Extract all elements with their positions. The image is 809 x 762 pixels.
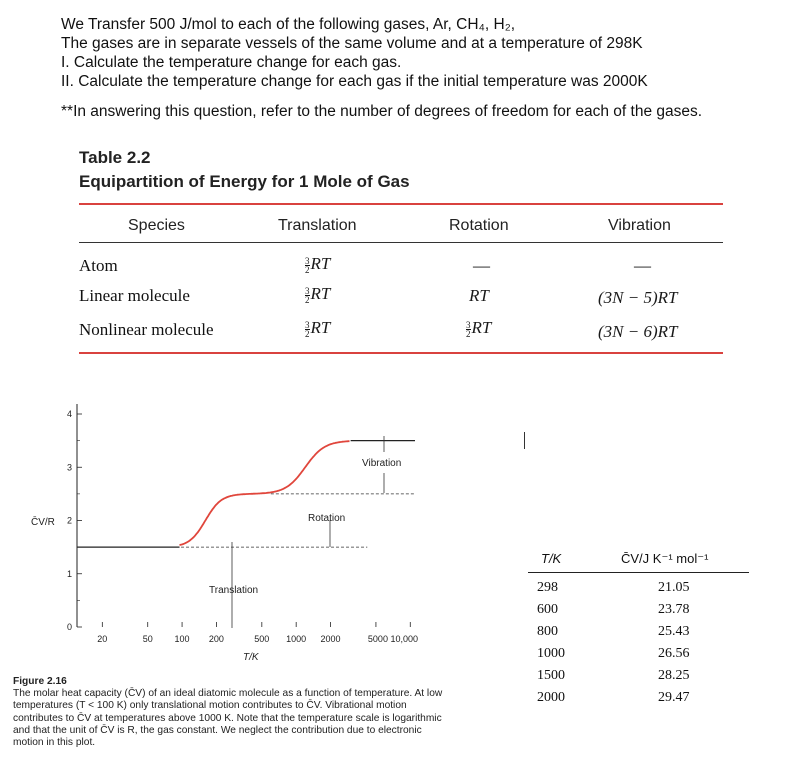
table-title: Equipartition of Energy for 1 Mole of Gas <box>79 172 410 191</box>
problem-line-4: II. Calculate the temperature change for each gas if the initial temperature was 2000K <box>61 73 648 90</box>
x-axis-ticks <box>97 622 418 644</box>
data-table-heat-capacity-cell: 29.47 <box>658 690 690 705</box>
data-table-heat-capacity-cell: 26.56 <box>658 646 690 661</box>
y-tick-label: 3 <box>67 462 73 473</box>
x-tick-label: 5000 10,000 <box>367 634 418 644</box>
data-table-temperature-cell: 1500 <box>537 668 565 683</box>
table-header-vibration: Vibration <box>608 217 671 234</box>
table-row-linear-species: Linear molecule <box>79 286 190 305</box>
data-table-temperature-cell: 2000 <box>537 690 565 705</box>
data-table-temperature-cell: 1000 <box>537 646 565 661</box>
data-table-temperature-cell: 298 <box>537 580 558 595</box>
problem-note: **In answering this question, refer to the number of degrees of freedom for each of the gases. <box>61 103 703 120</box>
y-axis-label: C̄V/R <box>31 517 55 528</box>
x-tick-label: 50 <box>142 634 153 644</box>
data-table-heat-capacity-cell: 28.25 <box>658 668 690 683</box>
table-header-rotation: Rotation <box>449 217 509 234</box>
table-bottom-rule <box>79 352 723 354</box>
x-tick-label: 1000 <box>286 634 307 644</box>
table-header-translation: Translation <box>278 217 357 234</box>
text-cursor-mark <box>524 432 525 449</box>
vibration-label: Vibration <box>362 458 402 469</box>
x-axis-label: T/K <box>243 652 259 663</box>
table-row-linear-rotation: RT <box>469 286 489 305</box>
table-row-atom-translation: $\frac{3}{2}$ RT <box>305 254 331 275</box>
table-row-nonlinear-vibration: (3N − 6)RT <box>598 322 678 341</box>
figure-caption-body: The molar heat capacity (C̄V) of an ideal diatomic molecule as a function of temperature. At low temperatures (T < 100 K) only translational motion contributes to C̄V. Vibrational motion contributes to C̄V at temperatures above 1000 K. Note that the temperature scale is logarithmic and that the unit of C̄V is R, the gas constant. We neglect the contribution due to electronic motion in this plot. <box>13 688 443 749</box>
table-row-linear-translation: $\frac{3}{2}$ RT <box>305 284 331 305</box>
table-top-rule <box>79 203 723 205</box>
translation-label: Translation <box>209 585 259 596</box>
rotation-label: Rotation <box>308 513 346 524</box>
table-row-atom-rotation: — <box>473 256 490 275</box>
data-table-header-temperature: T/K <box>541 551 562 566</box>
heat-capacity-curve <box>180 441 350 545</box>
table-row-atom-vibration: — <box>634 256 651 275</box>
x-tick-label: 2000 <box>320 634 341 644</box>
problem-line-1: We Transfer 500 J/mol to each of the following gases, Ar, CH₄, H₂, <box>61 16 516 33</box>
x-tick-label: 200 <box>208 634 224 644</box>
table-row-nonlinear-species: Nonlinear molecule <box>79 320 214 339</box>
data-table-heat-capacity-cell: 25.43 <box>658 624 690 639</box>
x-tick-label: 100 <box>174 634 190 644</box>
figure-caption <box>13 676 445 749</box>
y-tick-label: 4 <box>67 409 73 419</box>
problem-line-2: The gases are in separate vessels of the same volume and at a temperature of 298K <box>61 35 643 52</box>
table-row-atom-species: Atom <box>79 256 118 275</box>
data-table-rule <box>528 572 749 573</box>
y-tick-label: 1 <box>67 568 73 579</box>
table-row-nonlinear-translation: $\frac{3}{2}$ RT <box>305 318 331 339</box>
table-row-linear-vibration: (3N − 5)RT <box>598 288 678 307</box>
heat-capacity-plot <box>0 390 460 680</box>
data-table-header-heat-capacity: C̄V/J K⁻¹ mol⁻¹ <box>621 551 709 566</box>
table-row-nonlinear-rotation: $\frac{3}{2}$ RT <box>466 318 492 339</box>
y-axis-ticks <box>67 409 82 632</box>
table-number: Table 2.2 <box>79 148 151 167</box>
x-tick-label: 500 <box>254 634 270 644</box>
data-table-heat-capacity-cell: 21.05 <box>658 580 690 595</box>
table-header-rule <box>79 242 723 243</box>
problem-line-3: I. Calculate the temperature change for each gas. <box>61 54 402 71</box>
x-tick-label: 20 <box>97 634 108 644</box>
y-tick-label: 0 <box>67 622 73 632</box>
data-table-temperature-cell: 600 <box>537 602 558 617</box>
data-table-heat-capacity-cell: 23.78 <box>658 602 690 617</box>
figure-caption-title: Figure 2.16 <box>13 676 67 687</box>
data-table-temperature-cell: 800 <box>537 624 558 639</box>
table-header-species: Species <box>128 217 185 234</box>
y-tick-label: 2 <box>67 515 73 526</box>
